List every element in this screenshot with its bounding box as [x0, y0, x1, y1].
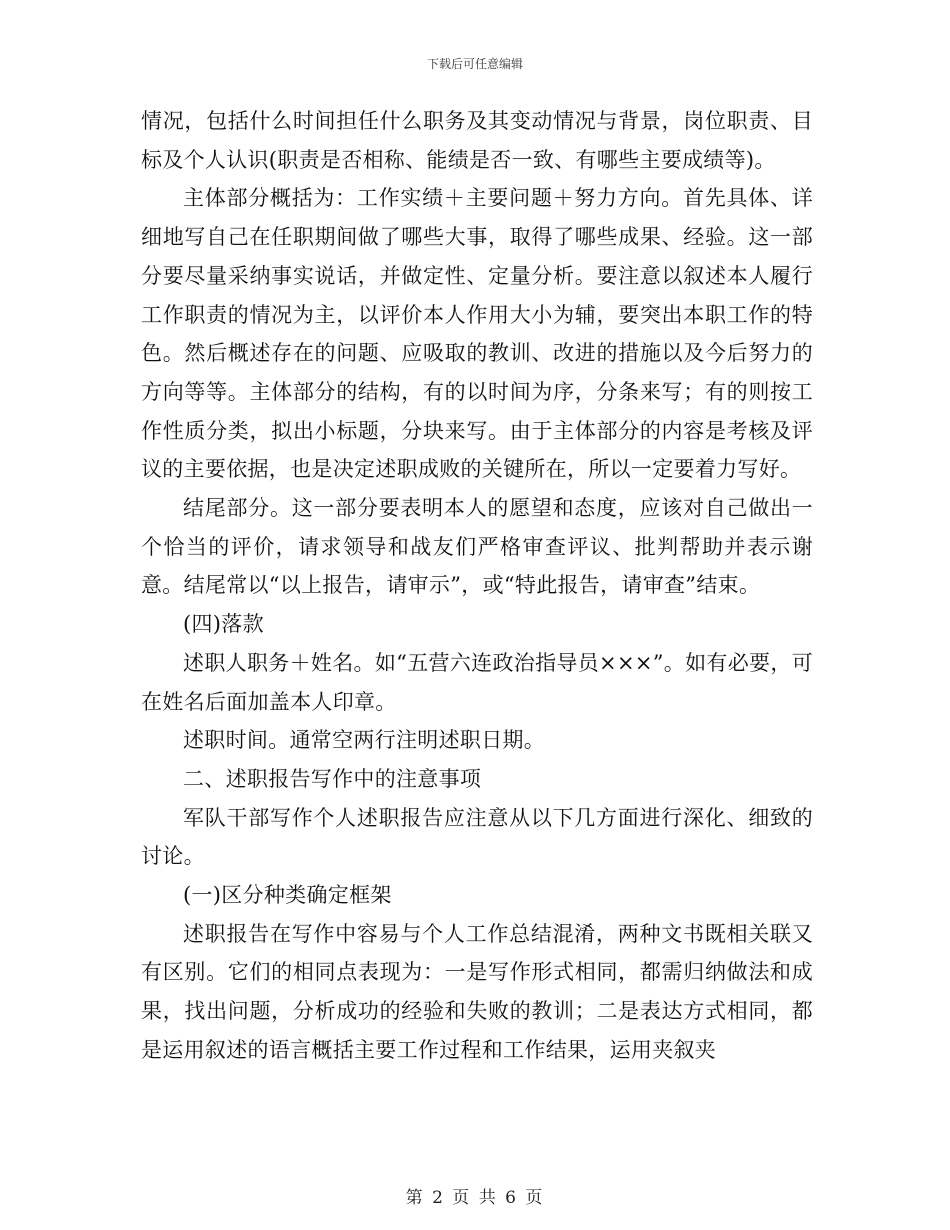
page-header: 下载后可任意编辑: [426, 57, 523, 71]
section-heading-signature: (四)落款: [183, 612, 264, 637]
paragraph-8: 军队干部写作个人述职报告应注意从以下几方面进行深化、细致的讨论。: [141, 805, 813, 869]
page-number: 第 2 页 共 6 页: [405, 1188, 545, 1208]
paragraph-1: 情况，包括什么时间担任什么职务及其变动情况与背景，岗位职责、目标及个人认识(职责是否相称、能绩是否一致、有哪些主要成绩等)。: [141, 109, 813, 172]
paragraph-3: 结尾部分。这一部分要表明本人的愿望和态度，应该对自己做出一个恰当的评价，请求领导和战友们严格审查评议、批判帮助并表示谢意。结尾常以“以上报告，请审示”，或“特此报告，请审查”结束。: [141, 496, 813, 598]
subsection-heading-1: (一)区分种类确定框架: [183, 883, 392, 908]
paragraph-5: 述职人职务＋姓名。如“五营六连政治指导员×××”。如有必要，可在姓名后面加盖本人印章。: [141, 650, 813, 714]
paragraph-6: 述职时间。通常空两行注明述职日期。: [183, 728, 546, 753]
section-heading-notes: 二、述职报告写作中的注意事项: [183, 766, 482, 791]
paragraph-10: 述职报告在写作中容易与个人工作总结混淆，两种文书既相关联又有区别。它们的相同点表现为：一是写作形式相同，都需归纳做法和成果，找出问题，分析成功的经验和失败的教训；二是表达方式相同，都是运用叙述的语言概括主要工作过程和工作结果，运用夹叙夹: [141, 921, 813, 1062]
paragraph-2: 主体部分概括为：工作实绩＋主要问题＋努力方向。首先具体、详细地写自己在任职期间做了哪些大事，取得了哪些成果、经验。这一部分要尽量采纳事实说话，并做定性、定量分析。要注意以叙述本人履行工作职责的情况为主，以评价本人作用大小为辅，要突出本职工作的特色。然后概述存在的问题、应吸取的教训、改进的措施以及今后努力的方向等等。主体部分的结构，有的以时间为序，分条来写；有的则按工作性质分类，拟出小标题，分块来写。由于主体部分的内容是考核及评议的主要依据，也是决定述职成败的关键所在，所以一定要着力写好。: [141, 186, 813, 482]
document-body: [141, 102, 813, 1070]
